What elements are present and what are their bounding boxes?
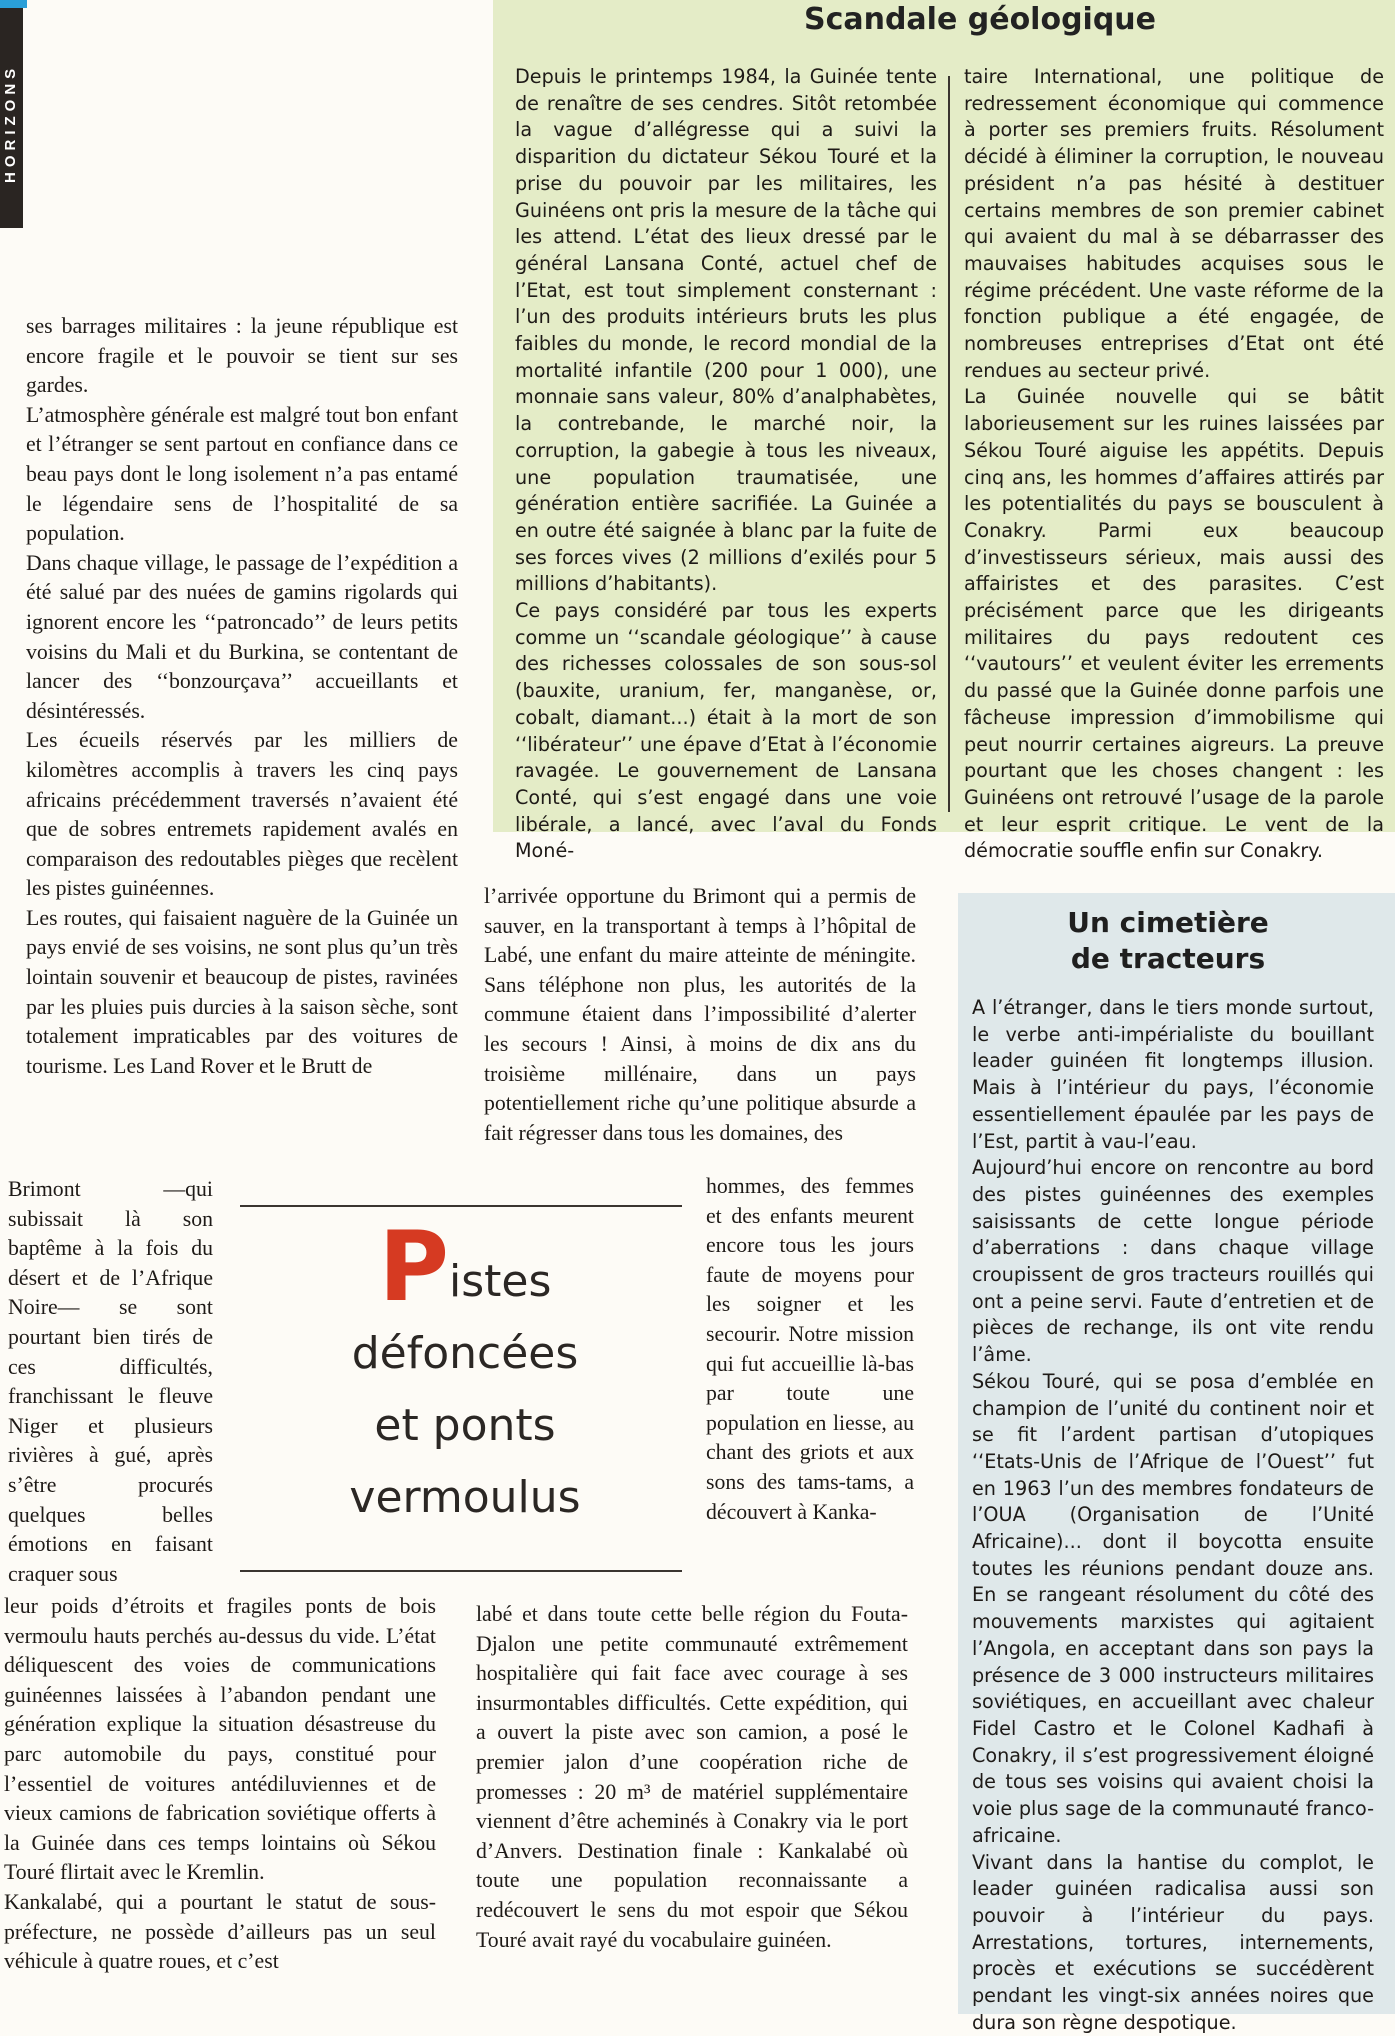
headline [300, 1232, 630, 1562]
paragraph: Vivant dans la hantise du complot, le leader guinéen radicalisa aussi son pouvoir à l’intérieur du pays. Arrestations, tortures, internements, procès et exécutions se succédèrent pendant les vingt-six années noires que dura son règne despotique. [972, 1850, 1374, 2036]
section-tab [0, 8, 23, 228]
article-col-left-top [26, 312, 458, 1081]
box-geologique-col2 [964, 64, 1384, 865]
article-col-mid-narrow [706, 1172, 914, 1527]
paragraph: l’arrivée opportune du Brimont qui a permis de sauver, en la transportant à temps à l’hôpital de Labé, une enfant du maire atteinte de méningite. Sans téléphone non plus, les autorités de la commune étaient dans l’impossibilité d’alerter les secours ! Ainsi, à moins de dix ans du troisième millénaire, dans un pays potentiellement riche qu’une politique absurde a fait régresser dans tous les domaines, des [484, 882, 916, 1148]
paragraph: Brimont —qui subissait là son baptême à la fois du désert et de l’Afrique Noire— se sont pourtant bien tirés de ces difficultés, franchissant le fleuve Niger et plusieurs rivières à gué, après s’être procurés quelques belles émotions en faisant craquer sous [8, 1175, 213, 1589]
section-tab-label: HORIZONS [2, 28, 21, 218]
paragraph: Les routes, qui faisaient naguère de la Guinée un pays envié de ses voisins, ne sont plus qu’un très lointain souvenir et beaucoup de pistes, ravinées par les pluies puis durcies à la saison sèche, sont totalement impraticables par des voitures de tourisme. Les Land Rover et le Brutt de [26, 904, 458, 1082]
sidebar-accent-bar [0, 0, 27, 8]
box-title-line2: de tracteurs [958, 941, 1378, 977]
headline-dropcap: P [379, 1211, 449, 1323]
headline-line1-text: istes [449, 1256, 551, 1307]
headline-line2: défoncées [300, 1318, 630, 1390]
paragraph: ses barrages militaires : la jeune république est encore fragile et le pouvoir se tient sur ses gardes. [26, 312, 458, 401]
article-col-left-bottom [4, 1592, 436, 1977]
paragraph: Les écueils réservés par les milliers de kilomètres accomplis à travers les cinq pays africains précédemment traversés n’avaient été que de sobres entremets rapidement avalés en comparaison des redoutables pièges que recèlent les pistes guinéennes. [26, 726, 458, 904]
article-col-left-narrow [8, 1175, 213, 1589]
paragraph: Aujourd’hui encore on rencontre au bord des pistes guinéennes des exemples saisissants de cette longue période d’aberrations : dans chaque village croupissent de gros tracteurs rouillés qui ont a peine servi. Faute d’entretien et de pièces de rechange, ils ont vite rendu l’âme. [972, 1155, 1374, 1369]
paragraph: Ce pays considéré par tous les experts comme un ‘‘scandale géologique’’ à cause des richesses colossales de son sous-sol (bauxite, uranium, fer, manganèse, or, cobalt, diamant...) était à la mort de son ‘‘libérateur’’ une épave d’Etat à l’économie ravagée. Le gouvernement de Lansana Conté, qui s’est engagé dans une voie libérale, a lancé, avec l’aval du Fonds Moné- [515, 598, 937, 865]
box-geologique-col1 [515, 64, 937, 865]
headline-line4: vermoulus [300, 1462, 630, 1534]
box-title-geologique: Scandale géologique [780, 2, 1180, 46]
article-col-mid-bottom [476, 1600, 908, 1955]
paragraph: L’atmosphère générale est malgré tout bon enfant et l’étranger se sent partout en confiance dans ce beau pays dont le long isolement n’a pas entamé le légendaire sens de l’hospitalité de sa population. [26, 401, 458, 549]
column-divider [948, 76, 950, 812]
headline-rule-top [240, 1205, 682, 1207]
paragraph: La Guinée nouvelle qui se bâtit laborieusement sur les ruines laissées par Sékou Touré aiguise les appétits. Depuis cinq ans, les hommes d’affaires attirés par les potentialités du pays se bousculent à Conakry. Parmi eux beaucoup d’investisseurs sérieux, mais aussi des affairistes et des parasites. C’est précisément parce que les dirigeants militaires du pays redoutent ces ‘‘vautours’’ et veulent éviter les errements du passé que la Guinée donne parfois une fâcheuse impression d’immobilisme qui peut nourrir certaines aigreurs. La preuve pourtant que les choses changent : les Guinéens ont retrouvé l’usage de la parole et leur esprit critique. Le vent de la démocratie souffle enfin sur Conakry. [964, 384, 1384, 865]
paragraph: A l’étranger, dans le tiers monde surtout, le verbe anti-impérialiste du bouillant leader guinéen fit longtemps illusion. Mais à l’intérieur du pays, l’économie essentiellement épaulée par les pays de l’Est, partit à vau-l’eau. [972, 995, 1374, 1155]
headline-line3: et ponts [300, 1390, 630, 1462]
box-tracteurs-body [972, 995, 1374, 2036]
paragraph: Dans chaque village, le passage de l’expédition a été salué par des nuées de gamins rigolards qui ignorent encore les ‘‘patroncado’’ de leurs petits voisins du Mali et du Burkina, se contentant de lancer des ‘‘bonzourçava’’ accueillants et désintéressés. [26, 549, 458, 727]
headline-line1 [300, 1232, 630, 1318]
paragraph: leur poids d’étroits et fragiles ponts de bois vermoulu hauts perchés au-dessus du vide. L’état déliquescent des voies de communications guinéennes laissées à l’abandon pendant une génération explique la situation désastreuse du parc automobile du pays, constitué pour l’essentiel de voitures antédiluviennes et de vieux camions de fabrication soviétique offerts à la Guinée dans ces temps lointains où Sékou Touré flirtait avec le Kremlin. [4, 1592, 436, 1888]
box-title-line1: Un cimetière [958, 905, 1378, 941]
paragraph: Kankalabé, qui a pourtant le statut de sous-préfecture, ne possède d’ailleurs pas un seul véhicule à quatre roues, et c’est [4, 1888, 436, 1977]
article-col-mid-top [484, 882, 916, 1148]
box-title-tracteurs [958, 905, 1378, 977]
paragraph: taire International, une politique de redressement économique qui commence à porter ses premiers fruits. Résolument décidé à éliminer la corruption, le nouveau président n’a pas hésité à destituer certains membres de son premier cabinet qui avaient du mal à se débarrasser des mauvaises habitudes acquises sous le régime précédent. Une vaste réforme de la fonction publique a été engagée, de nombreuses entreprises d’Etat ont été rendues au secteur privé. [964, 64, 1384, 384]
paragraph: labé et dans toute cette belle région du Fouta-Djalon une petite communauté extrêmement hospitalière qui fait face avec courage à ses insurmontables difficultés. Cette expédition, qui a ouvert la piste avec son camion, a posé le premier jalon d’une coopération riche de promesses : 20 m³ de matériel supplémentaire viennent d’être acheminés à Conakry via le port d’Anvers. Destination finale : Kankalabé où toute une population reconnaissante a redécouvert le sens du mot espoir que Sékou Touré avait rayé du vocabulaire guinéen. [476, 1600, 908, 1955]
paragraph: Sékou Touré, qui se posa d’emblée en champion de l’unité du continent noir et se fit l’ardent partisan d’utopiques ‘‘Etats-Unis de l’Afrique de l’Ouest’’ fut en 1963 l’un des membres fondateurs de l’OUA (Organisation de l’Unité Africaine)... dont il boycotta ensuite toutes les réunions pendant douze ans. En se rangeant résolument du côté des mouvements marxistes qui agitaient l’Angola, en acceptant dans son pays la présence de 3 000 instructeurs militaires soviétiques, en accueillant avec chaleur Fidel Castro et le Colonel Kadhafi à Conakry, il s’est progressivement éloigné de tous ses voisins qui avaient choisi la voie plus sage de la communauté franco-africaine. [972, 1369, 1374, 1850]
headline-rule-bottom [240, 1570, 682, 1572]
paragraph: Depuis le printemps 1984, la Guinée tente de renaître de ses cendres. Sitôt retombée la vague d’allégresse qui a suivi la disparition du dictateur Sékou Touré et la prise du pouvoir par les militaires, les Guinéens ont pris la mesure de la tâche qui les attend. L’état des lieux dressé par le général Lansana Conté, actuel chef de l’Etat, est tout simplement consternant : l’un des produits intérieurs bruts les plus faibles du monde, le record mondial de la mortalité infantile (200 pour 1 000), une monnaie sans valeur, 80% d’analphabètes, la contrebande, le marché noir, la corruption, la gabegie à tous les niveaux, une population traumatisée, une génération entière sacrifiée. La Guinée a en outre été saignée à blanc par la fuite de ses forces vives (2 millions d’exilés pour 5 millions d’habitants). [515, 64, 937, 598]
paragraph: hommes, des femmes et des enfants meurent encore tous les jours faute de moyens pour les soigner et les secourir. Notre mission qui fut accueillie là-bas par toute une population en liesse, au chant des griots et aux sons des tams-tams, a découvert à Kanka- [706, 1172, 914, 1527]
